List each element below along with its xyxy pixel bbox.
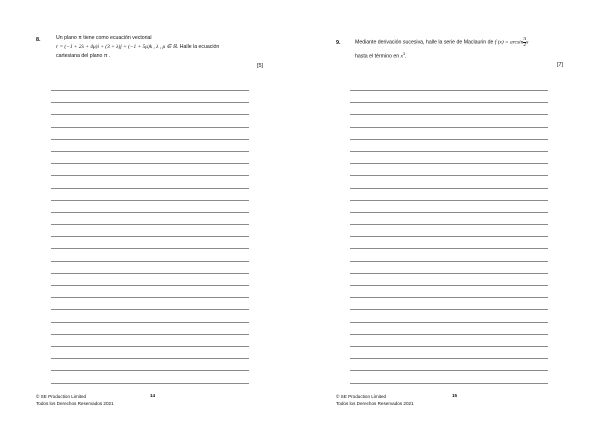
- answer-line: [51, 200, 249, 201]
- answer-line: [51, 114, 249, 115]
- answer-line: [51, 334, 249, 335]
- answer-line: [350, 163, 548, 164]
- answer-line: [51, 358, 249, 359]
- answer-line: [350, 309, 548, 310]
- fraction-denominator: 2: [523, 41, 527, 48]
- question-line-2-end: .: [404, 54, 407, 61]
- answer-line: [51, 90, 249, 91]
- answer-line: [51, 370, 249, 371]
- question-line-2: [355, 50, 585, 62]
- answer-line: [350, 261, 548, 262]
- answer-line: [51, 383, 249, 384]
- answer-line: [51, 297, 249, 298]
- answer-line: [350, 114, 548, 115]
- answer-line: [350, 188, 548, 189]
- answer-line: [350, 127, 548, 128]
- answer-line: [350, 334, 548, 335]
- answer-line: [51, 261, 249, 262]
- footer: [336, 393, 414, 407]
- answer-line: [350, 358, 548, 359]
- answer-line: [51, 322, 249, 323]
- answer-line: [350, 273, 548, 274]
- page-number: 14: [150, 393, 156, 398]
- answer-line: [350, 248, 548, 249]
- question-line-2-suffix: . Halle la ecuación: [176, 44, 220, 50]
- answer-line: [350, 285, 548, 286]
- footer-publisher: © SE Production Limited: [36, 394, 87, 399]
- answer-line: [350, 175, 548, 176]
- term-variable: x: [400, 54, 403, 61]
- term-exponent: 3: [402, 52, 405, 57]
- answer-lines[interactable]: [350, 90, 548, 395]
- answer-line: [350, 322, 548, 323]
- answer-line: [350, 383, 548, 384]
- answer-line: [350, 139, 548, 140]
- page-15: [300, 0, 600, 424]
- answer-line: [51, 248, 249, 249]
- question-line-1-prefix: Mediante derivación sucesiva, halle la serie de Maclaurin de: [355, 39, 494, 46]
- answer-line: [51, 175, 249, 176]
- marks-label: [5]: [257, 63, 263, 69]
- fraction-numerator: π: [523, 36, 527, 42]
- answer-lines[interactable]: [51, 90, 249, 395]
- answer-line: [350, 102, 548, 103]
- answer-line: [51, 309, 249, 310]
- answer-line: [350, 297, 548, 298]
- answer-line: [51, 127, 249, 128]
- answer-line: [51, 285, 249, 286]
- answer-line: [51, 188, 249, 189]
- answer-line: [350, 224, 548, 225]
- function-lhs: f (x) = arcsin: [494, 39, 524, 46]
- answer-line: [350, 370, 548, 371]
- answer-line: [51, 212, 249, 213]
- footer-rights: Todos los Derechos Reservados 2021: [36, 401, 114, 406]
- question-text: [56, 34, 276, 61]
- answer-line: [350, 236, 548, 237]
- question-number: 8.: [36, 37, 41, 43]
- answer-line: [51, 273, 249, 274]
- answer-line: [51, 236, 249, 237]
- answer-line: [51, 346, 249, 347]
- question-number: 9.: [336, 40, 341, 46]
- answer-line: [350, 212, 548, 213]
- function-rhs: x: [526, 39, 529, 46]
- vector-equation: r = (−1 + 2λ + 4μ)i + (3 + λ)j + (−1 + 5μ)k , λ , μ ∈ ℝ: [56, 44, 177, 50]
- marks-label: [7]: [557, 62, 563, 68]
- page-number: 15: [452, 393, 458, 398]
- question-line-1: Un plano π tiene como ecuación vectorial: [56, 35, 152, 41]
- answer-line: [51, 163, 249, 164]
- footer-rights: Todos los Derechos Reservados 2021: [336, 401, 414, 406]
- question-text: [355, 37, 585, 62]
- question-line-3: cartesiana del plano π .: [56, 53, 111, 59]
- answer-line: [350, 151, 548, 152]
- answer-line: [51, 139, 249, 140]
- answer-line: [51, 224, 249, 225]
- answer-line: [350, 200, 548, 201]
- answer-line: [51, 151, 249, 152]
- question-line-1: [355, 37, 585, 47]
- footer: [36, 393, 114, 407]
- question-line-2: [56, 43, 276, 52]
- footer-publisher: © SE Production Limited: [336, 394, 387, 399]
- answer-line: [51, 102, 249, 103]
- question-line-2-prefix: hasta el término en: [355, 54, 400, 61]
- answer-line: [350, 90, 548, 91]
- answer-line: [350, 346, 548, 347]
